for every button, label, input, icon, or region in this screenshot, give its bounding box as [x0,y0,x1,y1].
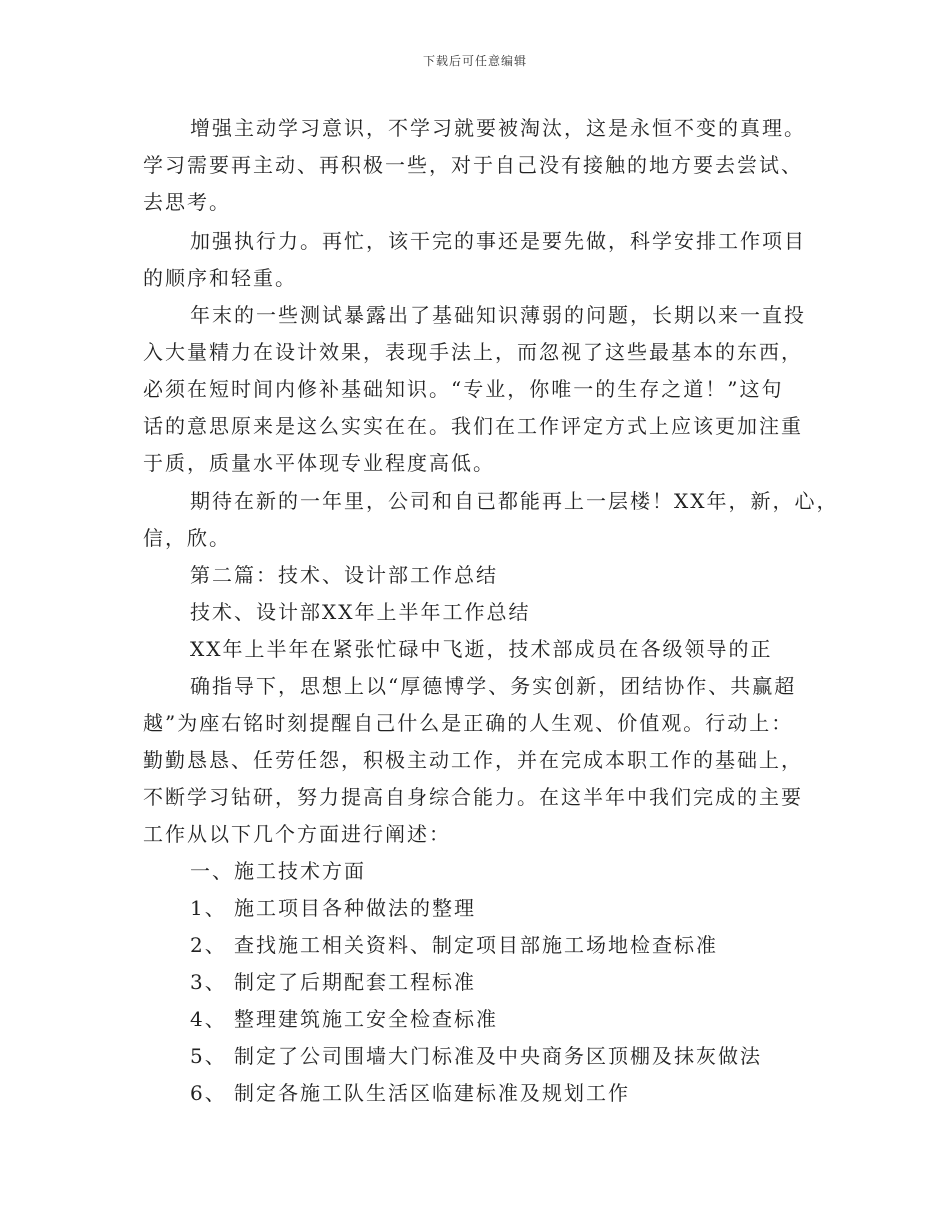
list-item-text: 施工项目各种做法的整理 [234,896,476,920]
paragraph-line: 去思考。 [143,190,231,214]
list-item [190,1079,630,1107]
list-item [190,968,476,996]
page-header-note: 下载后可任意编辑 [422,54,527,68]
paragraph-line: 学习需要再主动、再积极一些，对于自己没有接触的地方要去尝试、 [143,153,803,177]
list-item-text: 制定了后期配套工程标准 [234,970,476,994]
paragraph-line: 工作从以下几个方面进行阐述： [143,822,451,846]
list-item-number: 2、 [190,933,227,957]
list-item-number: 3、 [190,970,227,994]
list-item-text: 制定各施工队生活区临建标准及规划工作 [234,1081,630,1105]
paragraph-line: 加强执行力。再忙，该干完的事还是要先做，科学安排工作项目 [190,229,806,253]
paragraph-line: 年末的一些测试暴露出了基础知识薄弱的问题，长期以来一直投 [190,303,806,327]
list-item [190,1042,762,1070]
paragraph-line: 不断学习钻研，努力提高自身综合能力。在这半年中我们完成的主要 [143,785,803,809]
list-item-number: 1、 [190,896,227,920]
paragraph-line: 越”为座右铭时刻提醒自己什么是正确的人生观、价值观。行动上： [143,711,794,735]
list-item-number: 5、 [190,1044,227,1068]
paragraph-line: 于质，质量水平体现专业程度高低。 [143,451,495,475]
section-subtitle: 技术、设计部XX年上半年工作总结 [190,600,531,624]
list-item [190,1005,498,1033]
paragraph-line: XX年上半年在紧张忙碌中飞逝，技术部成员在各级领导的正 [190,637,773,661]
paragraph-line: 增强主动学习意识，不学习就要被淘汰，这是永恒不变的真理。 [190,116,806,140]
list-item [190,931,718,959]
subsection-heading: 一、施工技术方面 [190,859,366,883]
paragraph-line: 入大量精力在设计效果，表现手法上，而忽视了这些最基本的东西， [143,340,803,364]
list-item [190,894,476,922]
paragraph-line: 话的意思原来是这么实实在在。我们在工作评定方式上应该更加注重 [143,414,803,438]
list-item-text: 制定了公司围墙大门标准及中央商务区顶棚及抹灰做法 [234,1044,762,1068]
paragraph-line: 确指导下，思想上以“厚德博学、务实创新，团结协作、共赢超 [190,674,797,698]
list-item-text: 整理建筑施工安全检查标准 [234,1007,498,1031]
list-item-number: 6、 [190,1081,227,1105]
paragraph-line: 的顺序和轻重。 [143,266,297,290]
list-item-number: 4、 [190,1007,227,1031]
paragraph-line: 必须在短时间内修补基础知识。“专业，你唯一的生存之道！”这句 [143,377,784,401]
paragraph-line: 期待在新的一年里，公司和自已都能再上一层楼！XX年，新，心， [190,489,839,513]
section-title: 第二篇：技术、设计部工作总结 [190,563,498,587]
paragraph-line: 信，欣。 [143,526,231,550]
paragraph-line: 勤勤恳恳、任劳任怨，积极主动工作，并在完成本职工作的基础上， [143,748,803,772]
list-item-text: 查找施工相关资料、制定项目部施工场地检查标准 [234,933,718,957]
